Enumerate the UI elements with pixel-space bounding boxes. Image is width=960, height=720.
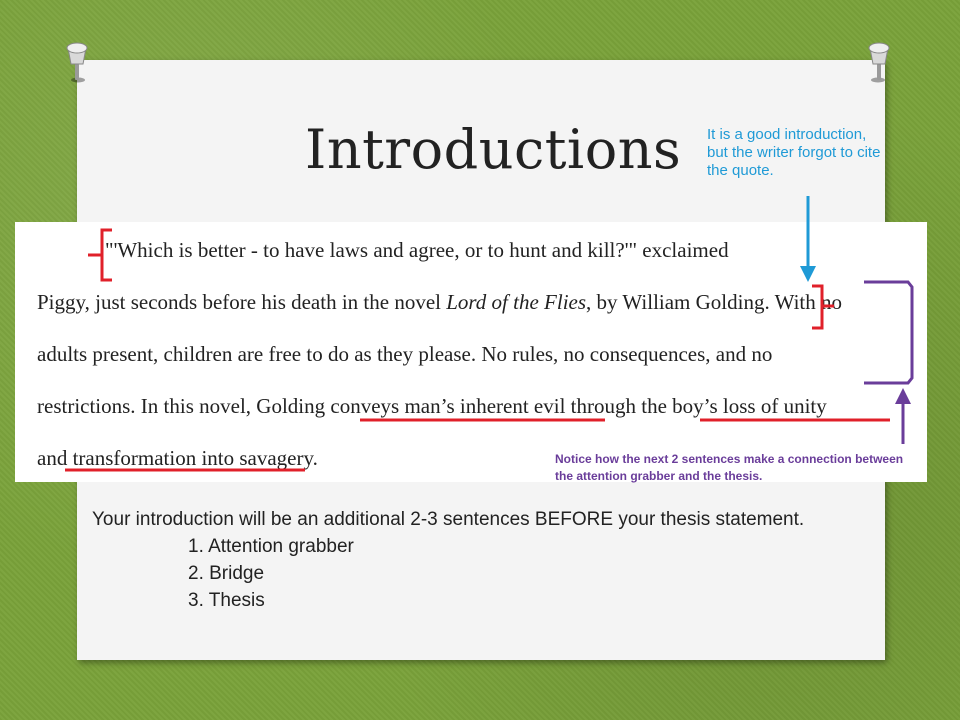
list-item: 1. Attention grabber [188, 536, 354, 557]
excerpt-text: , by William Golding. With no [586, 290, 842, 314]
slide-body [92, 506, 862, 614]
excerpt-text: Piggy, just seconds before his death in the novel [37, 290, 447, 314]
slide-title: Introductions [305, 118, 682, 181]
essay-excerpt [15, 222, 927, 482]
excerpt-line [37, 290, 842, 315]
body-intro: Your introduction will be an additional 2-3 sentences BEFORE your thesis statement. [92, 509, 805, 530]
excerpt-line: and transformation into savagery. [37, 446, 318, 470]
excerpt-line: "'Which is better - to have laws and agree, or to hunt and kill?'" exclaimed [105, 238, 729, 262]
book-title: Lord of the Flies [446, 290, 587, 314]
excerpt-line: restrictions. In this novel, Golding conveys man’s inherent evil through the boy’s loss of unity [37, 394, 827, 418]
list-item: 3. Thesis [188, 590, 265, 611]
excerpt-line: adults present, children are free to do as they please. No rules, no consequences, and no [37, 342, 773, 366]
pushpin-icon [864, 40, 894, 84]
list-item: 2. Bridge [188, 563, 265, 584]
annotation-bridge-note: Notice how the next 2 sentences make a connection between the attention grabber and the thesis. [555, 452, 904, 483]
annotation-missing-citation: It is a good introduction, but the writer forgot to cite the quote. [707, 126, 881, 179]
pushpin-icon [62, 40, 92, 84]
